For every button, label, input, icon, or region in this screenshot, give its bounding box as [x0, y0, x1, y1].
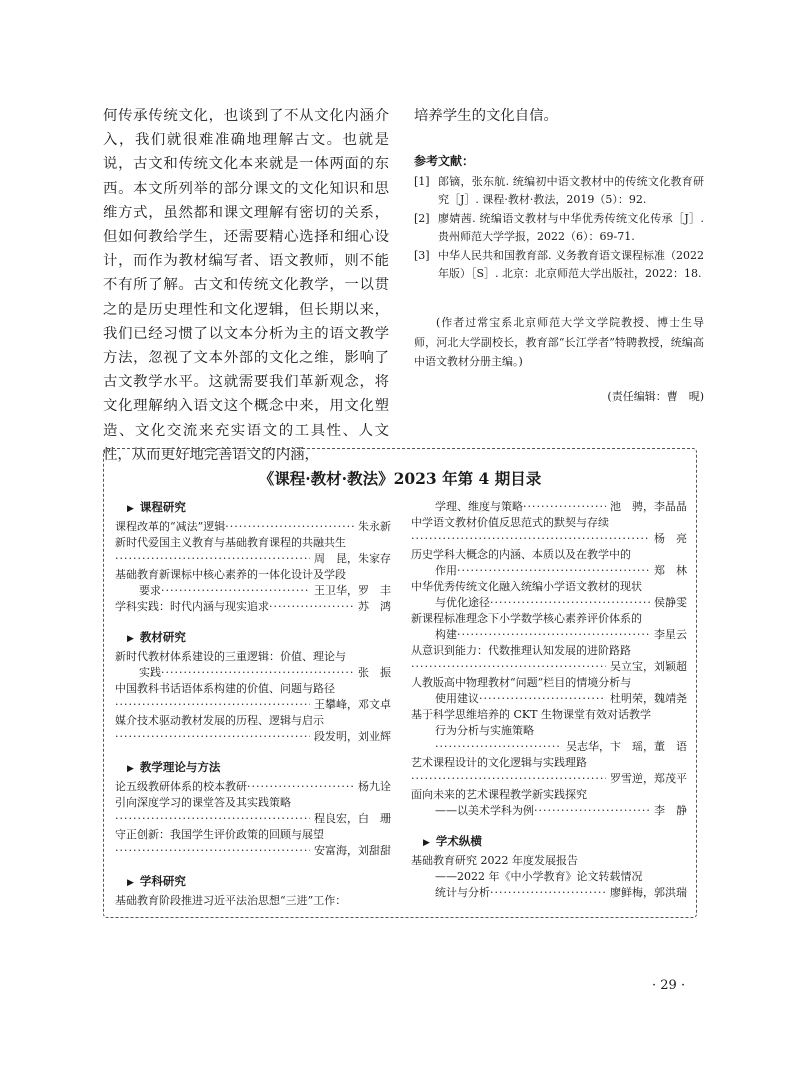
toc-entry: [411, 771, 687, 787]
toc-entry-author: 苏 鸿: [358, 600, 391, 613]
toc-entry: [411, 739, 687, 755]
toc-entry-title: 引向深度学习的课堂答及其实践策略: [115, 796, 291, 809]
toc-entry: [115, 827, 391, 843]
dot-leader: [411, 531, 650, 547]
dot-leader: [490, 595, 650, 611]
toc-entry-title: 历史学科大概念的内涵、本质以及在教学中的: [411, 548, 631, 561]
dot-leader: [269, 599, 354, 615]
toc-entry-title: 行为分析与实施策略: [435, 724, 534, 737]
toc-entry: [115, 811, 391, 827]
toc-entry: [411, 611, 687, 627]
toc-section-heading: [127, 629, 391, 647]
dot-leader: [523, 499, 606, 515]
toc-entry: [411, 563, 687, 579]
toc-entry: [115, 665, 391, 681]
toc-entry-author: 段发明，刘业辉: [314, 730, 391, 743]
responsible-editor: (责任编辑：曹 晛): [607, 389, 704, 403]
toc-entry-title: 从意识到能力：代数推理认知发展的进阶路路: [411, 644, 631, 657]
toc-entry-title: 艺术课程设计的文化逻辑与实践理路: [411, 756, 587, 769]
toc-entry-title: 面向未来的艺术课程教学新实践探究: [411, 788, 587, 801]
body-paragraph: 何传承传统文化，也谈到了不从文化内涵介入，我们就很难准确地理解古文。也就是说，古文和传统文化本来就是一体两面的东西。本文所列举的部分课文的文化知识和思维方式，虽然都和课文理解有密切的关系，但如何教给学生，还需要精心选择和细心设计，而作为教材编写者、语文教师，则不能不有所了解。古文和传统文化教学，一以贯之的是历史理性和文化逻辑，但长期以来，我们已经习惯了以文本分析为主的语文教学方法，忽视了文本外部的文化之维，影响了古文教学水平。这就需要我们革新观念，将文化理解纳入语文这个概念中来，用文化塑造、文化交流来充实语文的工具性、人文性，从而更好地完善语文的内涵，: [103, 108, 389, 463]
reference-text: 中华人民共和国教育部. 义务教育语文课程标准（2022年版）［S］. 北京：北京师范大学出版社，2022：18.: [438, 249, 704, 281]
triangle-bullet-icon: ▶: [127, 764, 134, 774]
dot-leader: [411, 659, 606, 675]
toc-entry-title: 新课程标准理念下小学数学核心素养评价体系的: [411, 612, 642, 625]
toc-entry-author: 张 振: [358, 666, 391, 679]
dot-leader: [457, 563, 650, 579]
references-title: 参考文献：: [414, 154, 475, 169]
toc-right-column: [411, 499, 687, 901]
toc-entry-author: 吴志华，卞 瑶，董 语: [566, 740, 687, 753]
toc-entry: [411, 627, 687, 643]
toc-entry-title: 课程改革的“减法”逻辑: [115, 520, 226, 533]
paragraph-tail: 培养学生的文化自信。: [414, 108, 558, 124]
toc-entry-title: 基于科学思维培养的 CKT 生物课堂有效对话教学: [411, 708, 651, 721]
toc-entry-title: 学理、维度与策略: [435, 500, 523, 513]
references-list: [414, 173, 704, 283]
toc-entry-author: 李星云: [654, 628, 687, 641]
toc-entry: [411, 531, 687, 547]
toc-section-heading: [127, 873, 391, 891]
dot-leader: [225, 519, 354, 535]
reference-text: 郎镝，张东航. 统编初中语文教材中的传统文化教育研究［J］. 课程·教材·教法，2019（5）：92.: [438, 175, 704, 207]
toc-entry: [411, 723, 687, 739]
toc-left-column: [115, 499, 391, 909]
toc-entry-author: 侯静雯: [654, 596, 687, 609]
toc-entry: [411, 659, 687, 675]
toc-entry: [115, 779, 391, 795]
toc-entry-author: 郑 林: [654, 564, 687, 577]
dot-leader: [435, 739, 562, 755]
toc-entry-title: 作用: [435, 564, 457, 577]
toc-entry: [115, 697, 391, 713]
toc-entry-title: 构建: [435, 628, 457, 641]
toc-section-name: 学术纵横: [435, 834, 482, 848]
dot-leader: [247, 779, 354, 795]
toc-entry: [115, 795, 391, 811]
body-left-column: [103, 104, 389, 467]
toc-entry-title: 中学语文教材价值反思范式的默契与存续: [411, 516, 609, 529]
toc-entry: [411, 787, 687, 803]
triangle-bullet-icon: ▶: [423, 838, 430, 848]
toc-entry: [411, 499, 687, 515]
toc-entry-author: 罗雪逆，郑茂平: [610, 772, 687, 785]
toc-entry-title: 学科实践：时代内涵与现实追求: [115, 600, 269, 613]
toc-entry: [115, 551, 391, 567]
toc-entry-author: 程良宏，白 珊: [314, 812, 391, 825]
toc-entry-title: 基础教育新课标中核心素养的一体化设计及学段: [115, 568, 346, 581]
toc-section-name: 教材研究: [139, 630, 186, 644]
table-of-contents-box: [103, 448, 697, 918]
toc-entry-title: 统计与分析: [435, 886, 490, 899]
dot-leader: [490, 885, 606, 901]
dot-leader: [115, 551, 310, 567]
toc-section-name: 课程研究: [139, 500, 186, 514]
toc-entry-author: 杨九诠: [358, 780, 391, 793]
toc-entry: [115, 599, 391, 615]
dot-leader: [457, 627, 650, 643]
dot-leader: [115, 811, 310, 827]
reference-item: [414, 210, 704, 246]
toc-entry: [115, 583, 391, 599]
toc-entry: [411, 675, 687, 691]
toc-entry-title: 基础教育研究 2022 年度发展报告: [411, 854, 578, 867]
toc-entry: [411, 643, 687, 659]
toc-entry-title: 新时代教材体系建设的三重逻辑：价值、理论与: [115, 650, 346, 663]
toc-entry: [411, 547, 687, 563]
toc-entry-author: 安富海，刘甜甜: [314, 844, 391, 857]
toc-entry: [115, 535, 391, 551]
toc-title: 《课程·教材·教法》2023 年第 4 期目录: [258, 469, 542, 488]
toc-entry: [411, 869, 687, 885]
toc-entry-title: 论五级教研体系的校本教研: [115, 780, 247, 793]
toc-entry-author: 池 骋，李晶晶: [610, 500, 687, 513]
toc-entry-author: 周 昆，朱家存: [314, 552, 391, 565]
toc-entry-title: 守正创新：我国学生评价政策的回顾与展望: [115, 828, 324, 841]
toc-section-heading: [127, 759, 391, 777]
toc-entry-title: 新时代爱国主义教育与基础教育课程的共融共生: [115, 536, 346, 549]
reference-text: 廖婧茜. 统编语文教材与中华优秀传统文化传承［J］. 贵州师范大学学报，2022（6）：69-71.: [438, 212, 704, 244]
toc-entry: [115, 681, 391, 697]
reference-item: [414, 173, 704, 209]
toc-entry: [115, 729, 391, 745]
toc-entry: [411, 755, 687, 771]
toc-entry: [411, 885, 687, 901]
toc-entry: [411, 691, 687, 707]
dot-leader: [115, 843, 310, 859]
toc-entry-author: 杜明荣，魏靖尧: [610, 692, 687, 705]
dot-leader: [161, 665, 354, 681]
toc-entry-title: 与优化途径: [435, 596, 490, 609]
reference-number: [2]: [414, 212, 430, 226]
toc-entry-title: 媒介技术驱动教材发展的历程、逻辑与启示: [115, 714, 324, 727]
dot-leader: [479, 691, 606, 707]
triangle-bullet-icon: ▶: [127, 634, 134, 644]
toc-entry-title: 人教版高中物理教材“问题”栏目的情境分析与: [411, 676, 632, 689]
toc-section-heading: [127, 499, 391, 517]
toc-entry-title: 使用建议: [435, 692, 479, 705]
toc-entry: [115, 843, 391, 859]
triangle-bullet-icon: ▶: [127, 878, 134, 888]
toc-entry: [115, 649, 391, 665]
toc-entry: [411, 579, 687, 595]
toc-entry-author: 王攀峰，邓文卓: [314, 698, 391, 711]
page-number: · 29 ·: [652, 978, 686, 993]
toc-entry-author: 杨 亮: [654, 532, 687, 545]
dot-leader: [115, 729, 310, 745]
toc-section-name: 学科研究: [139, 874, 186, 888]
toc-entry-title: 中国教科书话语体系构建的价值、问题与路径: [115, 682, 335, 695]
toc-entry-author: 廖鲜梅，郭洪瑞: [610, 886, 687, 899]
toc-entry: [115, 567, 391, 583]
toc-section-name: 教学理论与方法: [139, 760, 221, 774]
toc-entry: [411, 803, 687, 819]
toc-entry-title: ——2022 年《中小学教育》论文转载情况: [435, 870, 643, 883]
toc-entry: [411, 595, 687, 611]
toc-entry-title: 实践: [139, 666, 161, 679]
author-bio: (作者过常宝系北京师范大学文学院教授、博士生导师，河北大学副校长，教育部“长江学者”特聘教授，统编高中语文教材分册主编。): [414, 316, 704, 369]
dot-leader: [115, 697, 310, 713]
dot-leader: [161, 583, 310, 599]
toc-entry: [115, 713, 391, 729]
toc-section-heading: [423, 833, 687, 851]
toc-entry: [411, 515, 687, 531]
dot-leader: [411, 771, 606, 787]
toc-entry-title: ——以美术学科为例: [435, 804, 534, 817]
reference-item: [414, 247, 704, 283]
toc-entry: [411, 853, 687, 869]
triangle-bullet-icon: ▶: [127, 504, 134, 514]
toc-entry-author: 朱永新: [358, 520, 391, 533]
dot-leader: [534, 803, 650, 819]
toc-entry-title: 基础教育阶段推进习近平法治思想“三进”工作：: [115, 894, 347, 907]
toc-entry-title: 要求: [139, 584, 161, 597]
toc-entry-title: 中华优秀传统文化融入统编小学语文教材的现状: [411, 580, 642, 593]
toc-entry-author: 李 静: [654, 804, 687, 817]
toc-entry: [115, 519, 391, 535]
body-right-column: [414, 104, 704, 404]
reference-number: [3]: [414, 249, 430, 263]
toc-entry: [115, 893, 391, 909]
toc-entry: [411, 707, 687, 723]
toc-entry-author: 吴立宝，刘颖超: [610, 660, 687, 673]
reference-number: [1]: [414, 175, 430, 189]
toc-entry-author: 王卫华，罗 丰: [314, 584, 391, 597]
